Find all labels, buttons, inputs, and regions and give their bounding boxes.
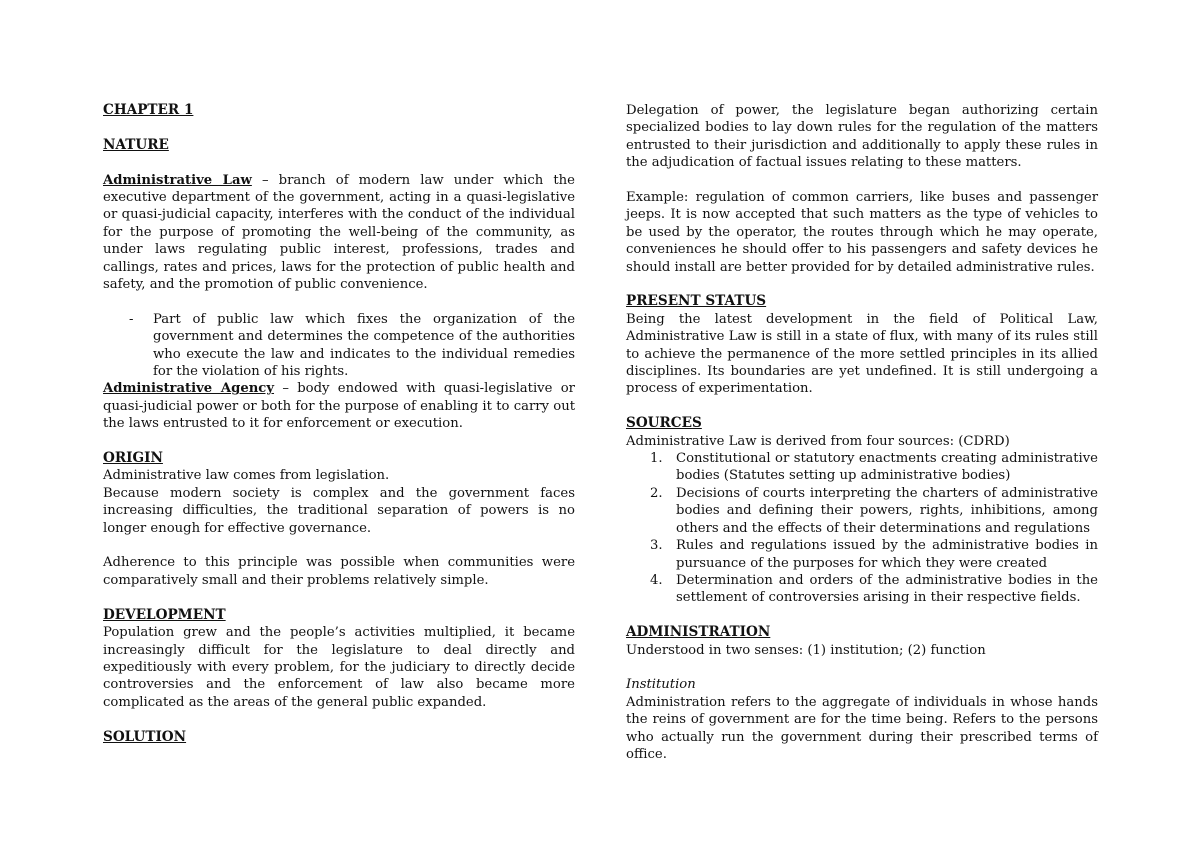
left-column bbox=[103, 102, 575, 746]
sources-heading: SOURCES bbox=[626, 415, 702, 432]
dash-bullet: - bbox=[129, 311, 134, 327]
right-column bbox=[626, 102, 1098, 763]
administrative-agency-text: – body endowed with quasi-legislative or quasi-judicial power or both for the purpose of enabling it to carry out the laws entrusted to it for enforcement or execution. bbox=[103, 381, 575, 432]
administration-intro: Understood in two senses: (1) institution; (2) function bbox=[626, 642, 986, 658]
delegation-paragraph: Delegation of power, the legislature began authorizing certain specialized bodies to lay down rules for the regulation of the matters entrusted to their jurisdiction and additionally to apply these rules in the adjudication of factual issues relating to these matters. bbox=[626, 103, 1098, 171]
list-number: 1. bbox=[650, 451, 663, 467]
administrative-law-term: Administrative Law bbox=[103, 172, 252, 188]
list-item bbox=[626, 537, 1098, 572]
list-item-text: Determination and orders of the administrative bodies in the settlement of controversies arising in their respective fields. bbox=[676, 572, 1098, 606]
list-item-text: Constitutional or statutory enactments creating administrative bodies (Statutes setting up administrative bodies) bbox=[676, 451, 1098, 484]
origin-paragraph-1: Administrative law comes from legislation. bbox=[103, 468, 390, 484]
institution-paragraph: Administration refers to the aggregate of individuals in whose hands the reins of government are for the time being. Refers to the persons who actually run the government during their prescribed terms of office. bbox=[626, 694, 1098, 762]
solution-heading: SOLUTION bbox=[103, 728, 187, 745]
list-number: 2. bbox=[650, 485, 663, 501]
origin-heading: ORIGIN bbox=[103, 450, 163, 467]
list-item-text: Decisions of courts interpreting the charters of administrative bodies and defining their powers, rights, inhibitions, among others and the effects of their determinations and regulations bbox=[676, 485, 1098, 536]
sources-list bbox=[626, 450, 1098, 607]
sources-intro: Administrative Law is derived from four sources: (CDRD) bbox=[626, 433, 1010, 449]
list-item-text: Rules and regulations issued by the administrative bodies in pursuance of the purposes for which they were created bbox=[676, 538, 1098, 571]
origin-paragraph-2: Because modern society is complex and the government faces increasing difficulties, the traditional separation of powers is no longer enough for effective governance. bbox=[103, 485, 575, 536]
present-status-heading: PRESENT STATUS bbox=[626, 293, 767, 310]
chapter-title: CHAPTER 1 bbox=[103, 102, 194, 118]
administration-heading: ADMINISTRATION bbox=[626, 624, 771, 641]
list-number: 3. bbox=[650, 538, 663, 554]
list-item bbox=[626, 572, 1098, 607]
list-item bbox=[626, 450, 1098, 485]
nature-heading: NATURE bbox=[103, 136, 169, 153]
development-paragraph: Population grew and the people’s activities multiplied, it became increasingly difficult for the legislature to deal directly and expeditiously with every problem, for the judiciary to directly decide controversies and the enforcement of law also became more complicated as the areas of the general public expanded. bbox=[103, 625, 575, 710]
origin-paragraph-3: Adherence to this principle was possible when communities were comparatively small and their problems relatively simple. bbox=[103, 555, 575, 588]
list-item bbox=[103, 311, 575, 381]
administrative-law-text: – branch of modern law under which the executive department of the government, acting in a quasi-legislative or quasi-judicial capacity, interferes with the conduct of the individual for the purpose of promoting the well-being of the community, as under laws regulating public interest, professions, trades and callings, rates and prices, laws for the protection of public health and safety, and the promotion of public convenience. bbox=[103, 172, 575, 293]
development-heading: DEVELOPMENT bbox=[103, 606, 226, 623]
administrative-agency-definition bbox=[103, 380, 575, 432]
administrative-law-definition bbox=[103, 172, 575, 294]
public-law-bullet-list bbox=[103, 311, 575, 381]
list-number: 4. bbox=[650, 572, 663, 588]
administrative-agency-term: Administrative Agency bbox=[103, 381, 275, 397]
bullet-text: Part of public law which fixes the organization of the government and determines the competence of the authorities who execute the law and indicates to the individual remedies for the violation of his rights. bbox=[153, 311, 575, 380]
example-paragraph: Example: regulation of common carriers, like buses and passenger jeeps. It is now accepted that such matters as the type of vehicles to be used by the operator, the routes through which he may operate, conveniences he should offer to his passengers and safety devices he should install are better provided for by detailed administrative rules. bbox=[626, 190, 1098, 275]
list-item bbox=[626, 485, 1098, 537]
institution-label: Institution bbox=[626, 677, 696, 693]
present-status-paragraph: Being the latest development in the field of Political Law, Administrative Law is still in a state of flux, with many of its rules still to achieve the permanence of the more settled principles in its allied disciplines. Its boundaries are yet undefined. It is still undergoing a process of experimentation. bbox=[626, 311, 1098, 397]
